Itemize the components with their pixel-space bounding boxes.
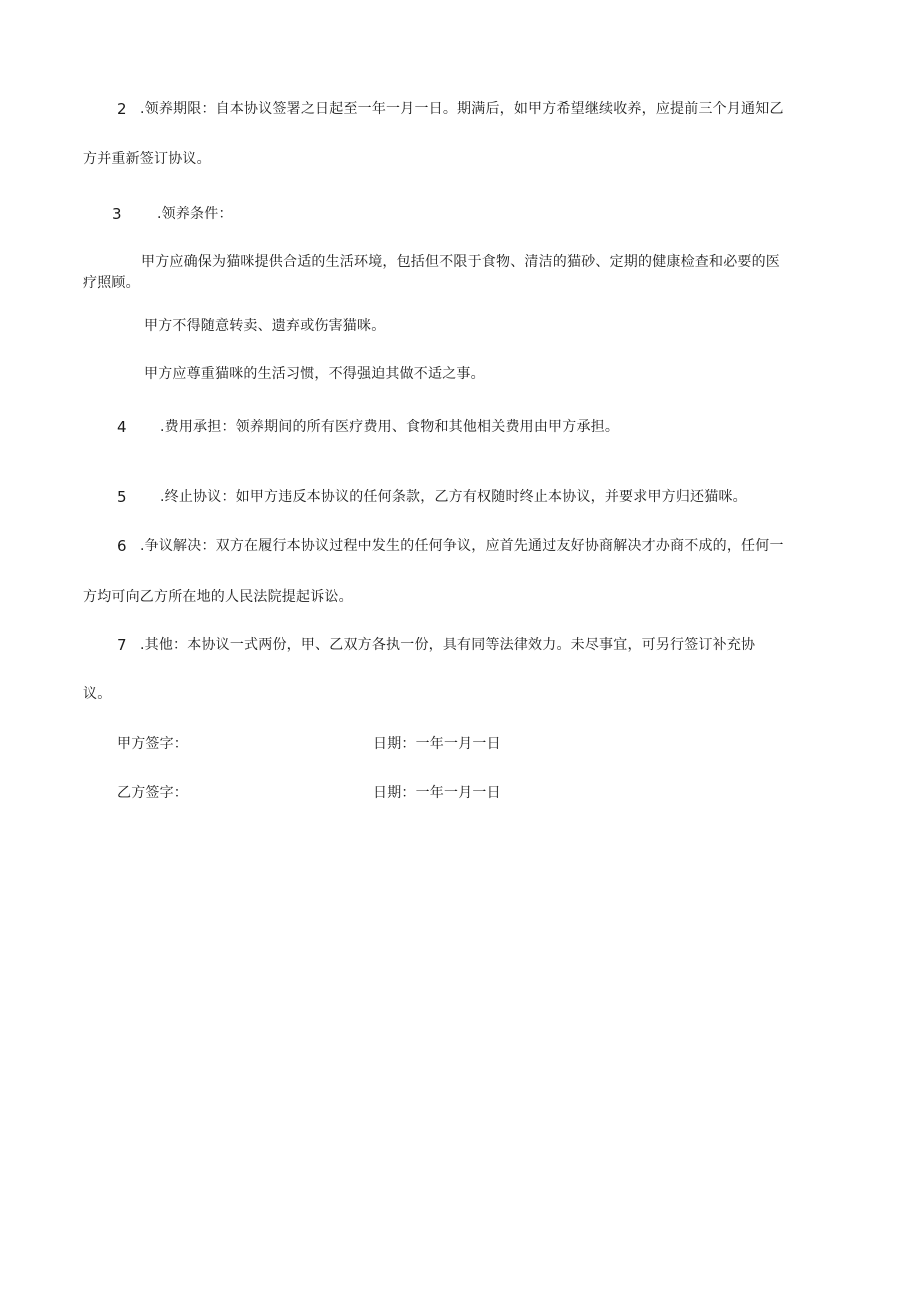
party-b-signature-label: 乙方签字： — [117, 785, 188, 801]
party-a-date: 日期：一年一月一日 — [373, 736, 501, 752]
clause-4-number: 4 — [117, 418, 127, 436]
clause-2-line-1: .领养期限：自本协议签署之日起至一年一月一日。期满后，如甲方希望继续收养，应提前三个月通知乙 — [140, 101, 784, 117]
clause-3-item-3: 甲方应尊重猫咪的生活习惯，不得强迫其做不适之事。 — [144, 366, 485, 382]
clause-6-line-1: .争议解决：双方在履行本协议过程中发生的任何争议，应首先通过友好协商解决才办商不成的，任何一 — [140, 538, 784, 554]
clause-3-heading: .领养条件： — [157, 206, 233, 222]
clause-3-number: 3 — [112, 205, 122, 223]
clause-5-number: 5 — [117, 488, 127, 506]
clause-7-line-2: 议。 — [83, 686, 112, 702]
clause-7-line-1: .其他：本协议一式两份，甲、乙双方各执一份，具有同等法律效力。未尽事宜，可另行签订补充协 — [140, 637, 756, 653]
clause-3-item-1-line-2: 疗照顾。 — [83, 275, 140, 291]
clause-2-number: 2 — [117, 100, 127, 118]
clause-6-line-2: 方均可向乙方所在地的人民法院提起诉讼。 — [83, 589, 353, 605]
clause-3-item-2: 甲方不得随意转卖、遗弃或伤害猫咪。 — [144, 318, 386, 334]
clause-2-line-2: 方并重新签订协议。 — [83, 151, 211, 167]
clause-5-text: .终止协议：如甲方违反本协议的任何条款，乙方有权随时终止本协议，并要求甲方归还猫咪。 — [160, 489, 747, 505]
clause-7-number: 7 — [117, 636, 127, 654]
clause-3-item-1-line-1: 甲方应确保为猫咪提供合适的生活环境，包括但不限于食物、清洁的猫砂、定期的健康检查和必要的医 — [141, 254, 780, 270]
clause-4-text: .费用承担：领养期间的所有医疗费用、食物和其他相关费用由甲方承担。 — [160, 419, 620, 435]
clause-6-number: 6 — [117, 537, 127, 555]
party-a-signature-label: 甲方签字： — [117, 736, 188, 752]
party-b-date: 日期：一年一月一日 — [373, 785, 501, 801]
